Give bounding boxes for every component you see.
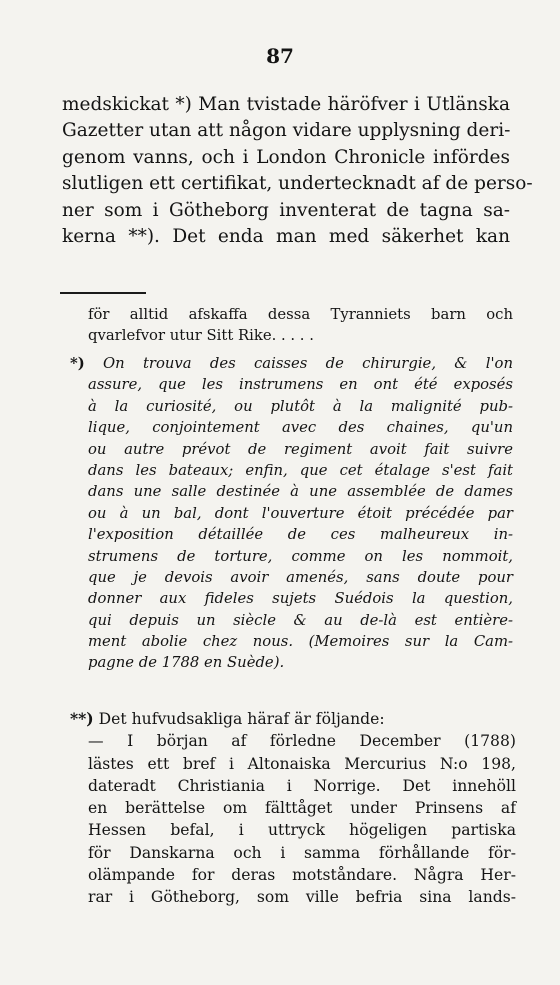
footnote-line: strumens de torture, comme on les nommoit, xyxy=(88,547,513,565)
main-line: medskickat *) Man tvistade häröfver i Utlänska xyxy=(62,94,510,115)
footnote-line: ou à un bal, dont l'ouverture étoit précédée par xyxy=(88,504,513,522)
footnote-line: dateradt Christiania i Norrige. Det innehöll xyxy=(88,776,516,795)
footnote-line: assure, que les instrumens en ont été exposés xyxy=(88,376,513,394)
main-line: Gazetter utan att någon vidare upplysning deri- xyxy=(62,120,511,142)
footnote-line: donner aux fideles sujets Suédois la question, xyxy=(88,590,513,608)
footnote-line: à la curiosité, ou plutôt à la malignité pub- xyxy=(88,397,513,415)
footnote-line: lique, conjointement avec des chaines, qu'un xyxy=(88,419,513,437)
footnote-line: l'exposition détaillée de ces malheureux in- xyxy=(88,526,513,544)
footnote-line: qui depuis un siècle & au de-là est entière- xyxy=(88,611,513,629)
footnote-line: ment abolie chez nous. (Memoires sur la Cam- xyxy=(88,633,513,651)
footnote-marker: **) xyxy=(70,709,94,728)
footnote-line: lästes ett bref i Altonaiska Mercurius N:o 198, xyxy=(88,754,516,773)
footnote-swedish xyxy=(70,708,516,909)
footnote-marker: *) xyxy=(70,355,85,372)
footnote-line: för Danskarna och i samma förhållande för- xyxy=(88,843,516,862)
footnote-line: för alltid afskaffa dessa Tyranniets barn och xyxy=(88,306,513,323)
footnote-line: qvarlefvor utur Sitt Rike. . . . . xyxy=(88,327,314,345)
main-line: ner som i Götheborg inventerat de tagna sa- xyxy=(62,199,510,221)
footnote-line: pagne de 1788 en Suède). xyxy=(88,654,285,672)
main-line: genom vanns, och i London Chronicle infördes xyxy=(62,146,510,168)
footnote-line: — I början af förledne December (1788) xyxy=(88,732,516,751)
page-number: 87 xyxy=(266,44,294,68)
footnote-continuation xyxy=(88,304,513,347)
footnote-line: *) On trouva des caisses de chirurgie, & l'on xyxy=(70,355,513,372)
main-line: slutligen ett certifikat, undertecknadt af de perso- xyxy=(62,173,533,195)
footnote-separator xyxy=(60,292,146,294)
footnote-line: Hessen befal, i uttryck högeligen partiska xyxy=(88,821,516,840)
footnote-line: rar i Götheborg, som ville befria sina lands- xyxy=(88,888,516,907)
footnote-french xyxy=(70,353,513,674)
main-line: kerna **). Det enda man med säkerhet kan xyxy=(62,225,510,247)
footnote-line: olämpande for deras motståndare. Några Her- xyxy=(88,866,516,885)
footnote-line: en berättelse om fälttåget under Prinsens af xyxy=(88,799,516,818)
footnote-line: dans les bateaux; enfin, que cet étalage s'est fait xyxy=(88,461,513,479)
footnote-line: dans une salle destinée à une assemblée de dames xyxy=(88,483,513,501)
footnote-line: que je devois avoir amenés, sans doute pour xyxy=(88,568,513,586)
main-text xyxy=(62,92,533,250)
footnote-line: **) Det hufvudsakliga häraf är följande: xyxy=(70,709,385,728)
footnote-line: ou autre prévot de regiment avoit fait suivre xyxy=(88,440,513,458)
